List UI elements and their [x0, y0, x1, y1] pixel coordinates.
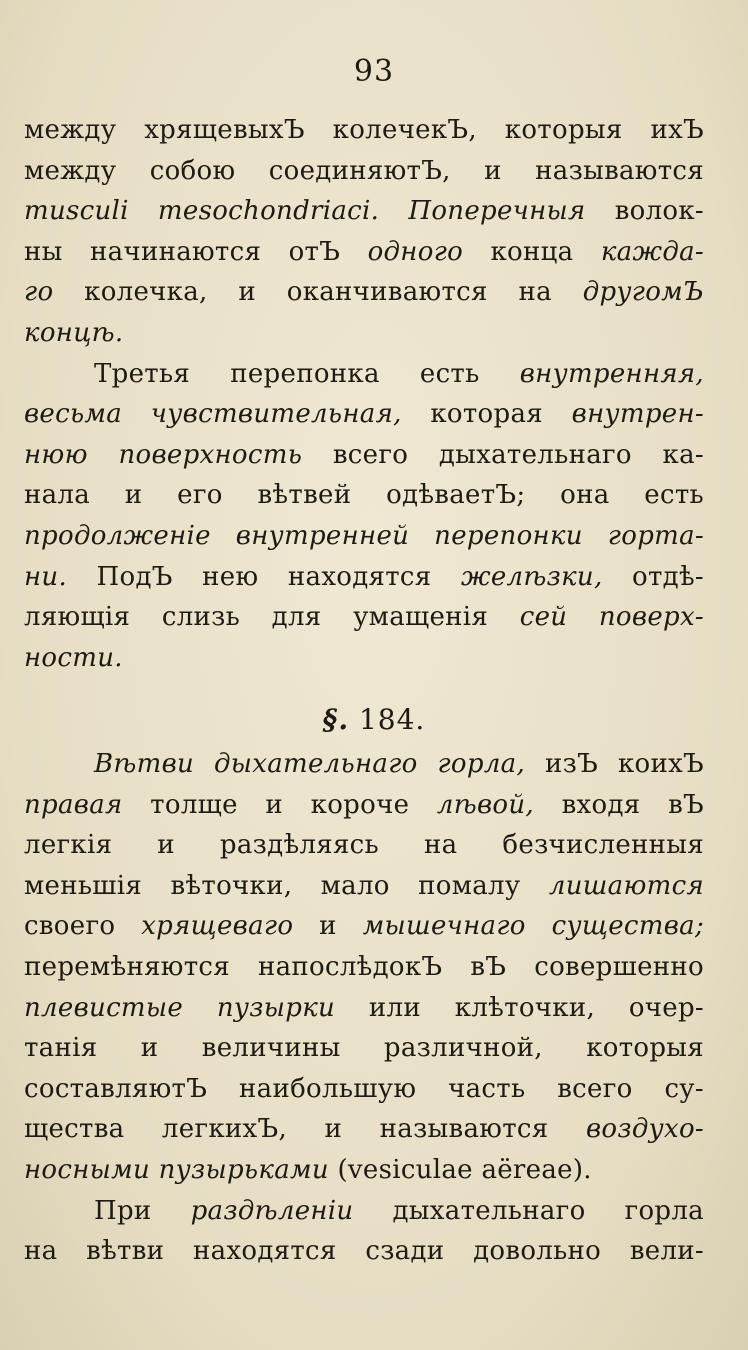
text-run: щества легкихЪ, и называются: [24, 1114, 586, 1145]
text-line: [24, 191, 704, 232]
text-run: [379, 196, 408, 226]
italic-text: сей поверх-: [519, 602, 704, 633]
text-line: [24, 435, 704, 476]
paragraph: [24, 744, 704, 1191]
italic-text: другомЪ: [582, 277, 704, 308]
text-run: составляютЪ наибольшую часть всего су-: [24, 1073, 704, 1104]
text-block-upper: [24, 110, 704, 678]
text-block-lower: [24, 744, 704, 1272]
text-run: между собою соединяютЪ, и называются: [24, 155, 704, 186]
text-run: ны начинаются отЪ: [24, 236, 368, 267]
text-line: [24, 232, 704, 273]
text-run: При: [94, 1195, 191, 1226]
italic-text: ности.: [24, 642, 123, 673]
italic-text: хрящеваго: [141, 911, 294, 942]
italic-text: ни.: [24, 561, 68, 592]
text-run: Третья перепонка есть: [94, 358, 520, 389]
italic-text: Вѣтви дыхательнаго горла,: [94, 749, 526, 779]
text-line: [24, 1150, 704, 1191]
italic-text: внутрен-: [571, 399, 705, 430]
italic-text: кажда-: [600, 236, 704, 267]
italic-text: лишаются: [548, 870, 704, 901]
text-line: [24, 906, 704, 947]
text-line: [24, 597, 704, 638]
italic-text: плевистые пузырки: [24, 992, 336, 1023]
italic-text: воздухо-: [585, 1114, 704, 1145]
italic-text: носными пузырьками: [24, 1154, 329, 1185]
text-line: [24, 272, 704, 313]
text-run: ПодЪ нею находятся: [67, 561, 461, 592]
text-line: [24, 785, 704, 826]
text-run: своего: [24, 911, 142, 942]
text-run: (vesiculae aëreae).: [328, 1154, 592, 1185]
text-run: конца: [463, 236, 601, 267]
paragraph: [24, 354, 704, 679]
italic-text: нюю поверхность: [24, 439, 303, 470]
section-number: 184.: [358, 703, 426, 736]
italic-text: внутренняя,: [519, 358, 704, 389]
text-run: меньшія вѣточки, мало помалу: [24, 870, 549, 901]
text-line: [24, 1109, 704, 1150]
text-run: колечка, и оканчиваются на: [53, 277, 583, 308]
text-line: [24, 516, 704, 557]
text-line: [24, 110, 704, 151]
text-run: всего дыхательнаго ка-: [302, 439, 704, 470]
paragraph: [24, 1191, 704, 1272]
text-run: танія и величины различной, которыя: [24, 1033, 704, 1064]
text-line: [24, 354, 704, 395]
text-run: или клѣточки, очер-: [335, 992, 704, 1023]
text-run: волок-: [585, 196, 704, 227]
text-line: [24, 1191, 704, 1232]
text-run: легкія и раздѣляясь на безчисленныя: [24, 830, 704, 861]
italic-text: весьма чувствительная,: [24, 399, 402, 430]
italic-text: мышечнаго существа;: [362, 911, 704, 942]
text-line: [24, 475, 704, 516]
italic-text: Поперечныя: [408, 196, 586, 227]
text-line: [24, 825, 704, 866]
text-line: [24, 313, 704, 354]
text-line: [24, 394, 704, 435]
text-run: которая: [401, 399, 572, 430]
section-heading: [0, 700, 748, 740]
italic-text: продолженіе внутренней перепонки горта-: [24, 520, 704, 551]
text-run: толще и короче: [122, 789, 437, 820]
text-run: входя вЪ: [533, 789, 705, 820]
text-run: отдѣ-: [602, 561, 705, 592]
text-line: [24, 988, 704, 1029]
page-number: 93: [353, 54, 395, 89]
italic-text: желѣзки,: [460, 561, 603, 592]
italic-text: лѣвой,: [436, 789, 534, 820]
text-run: изЪ коихЪ: [525, 749, 705, 779]
italic-text: правая: [24, 789, 123, 820]
text-run: между хрящевыхЪ колечекЪ, которыя ихЪ: [24, 115, 704, 145]
text-run: дыхательнаго горла: [353, 1195, 704, 1226]
text-run: и: [293, 911, 363, 942]
text-line: [24, 947, 704, 988]
text-line: [24, 744, 704, 785]
text-line: [24, 1069, 704, 1110]
text-line: [24, 557, 704, 598]
text-line: [24, 151, 704, 192]
text-run: на вѣтви находятся сзади довольно вели-: [24, 1236, 704, 1267]
italic-text: одного: [367, 236, 464, 267]
italic-text: концѣ.: [24, 317, 124, 348]
section-sign: §.: [322, 703, 350, 736]
text-line: [24, 1231, 704, 1272]
italic-text: го: [24, 277, 54, 308]
text-line: [24, 866, 704, 907]
text-run: ляющія слизь для умащенія: [24, 602, 520, 633]
italic-text: раздѣленіи: [190, 1195, 354, 1226]
text-line: [24, 638, 704, 679]
text-line: [24, 1028, 704, 1069]
paragraph: [24, 110, 704, 354]
text-run: перемѣняются напослѣдокЪ вЪ совершенно: [24, 951, 704, 982]
text-run: нала и его вѣтвей одѣваетЪ; она есть: [24, 480, 704, 511]
italic-text: musculi mesochondriaci.: [24, 196, 380, 227]
